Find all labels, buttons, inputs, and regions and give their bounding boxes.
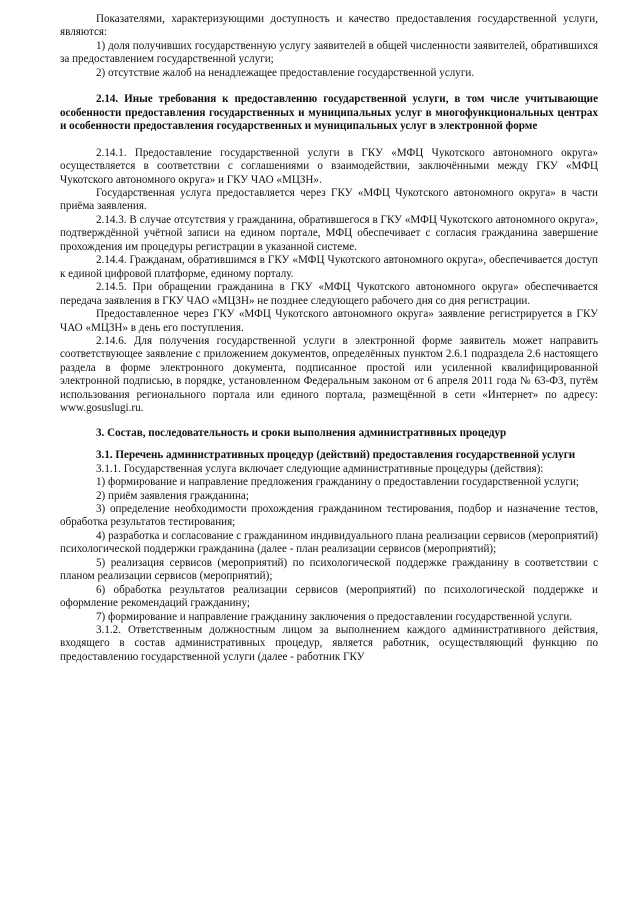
paragraph: 2.14.5. При обращении гражданина в ГКУ «МФЦ Чукотского автономного округа» обеспечивается передача заявления в ГКУ ЧАО «МЦЗН» не позднее следующего рабочего дня со дня регистрации. [60, 281, 598, 307]
section-heading: 2.14. Иные требования к предоставлению государственной услуги, в том числе учитывающие особенности предоставления государственных и муниципальных услуг в многофункциональных центрах и особенности предоставления государственных и муниципальных услуг в электронной форме [60, 93, 598, 133]
paragraph: 2.14.6. Для получения государственной услуги в электронной форме заявитель может направить соответствующее заявление с приложением документов, определённых пунктом 2.6.1 подраздела 2.6 настоящего раздела в форме электронного документа, подписанное простой или усиленной квалифицированной электронной подписью, в порядке, установленном Федеральным законом от 6 апреля 2011 года № 63-ФЗ, путём использования регионального портала или единого портала, размещённой в сети «Интернет» по адресу: www.gosuslugi.ru. [60, 334, 598, 415]
paragraph: 1) формирование и направление предложения гражданину о предоставлении государственной услуги; [96, 476, 579, 489]
paragraph: 2.14.1. Предоставление государственной услуги в ГКУ «МФЦ Чукотского автономного округа» осуществляется в соответствии с соглашениями о взаимодействии, заключёнными между ГКУ «МФЦ Чукотского автономного округа» и ГКУ ЧАО «МЦЗН». [60, 146, 598, 186]
paragraph: 4) разработка и согласование с гражданином индивидуального плана реализации сервисов (мероприятий) психологической поддержки гражданина (далее - план реализации сервисов (мероприятий); [60, 529, 598, 556]
section-heading: 3.1. Перечень административных процедур (действий) предоставления государственной услуги [96, 449, 576, 462]
paragraph: Государственная услуга предоставляется через ГКУ «МФЦ Чукотского автономного округа» в части приёма заявления. [60, 186, 598, 213]
paragraph: 2.14.4. Гражданам, обратившимся в ГКУ «МФЦ Чукотского автономного округа», обеспечивается доступ к единой цифровой платформе, единому порталу. [60, 254, 598, 280]
paragraph: 2.14.3. В случае отсутствия у гражданина, обратившегося в ГКУ «МФЦ Чукотского автономного округа», подтверждённой учётной записи на едином портале, МФЦ обеспечивает с согласия гражданина завершение прохождения им процедуры регистрации в указанной системе. [60, 213, 598, 253]
paragraph: Предоставленное через ГКУ «МФЦ Чукотского автономного округа» заявление регистрируется в ГКУ ЧАО «МЦЗН» в день его поступления. [60, 308, 598, 334]
paragraph: 7) формирование и направление гражданину заключения о предоставлении государственной услуги. [96, 610, 573, 623]
paragraph: 2) отсутствие жалоб на ненадлежащее предоставление государственной услуги. [96, 66, 475, 79]
paragraph: 3.1.1. Государственная услуга включает следующие административные процедуры (действия): [96, 462, 544, 475]
paragraph: 3) определение необходимости прохождения гражданином тестирования, подбор и назначение тестов, обработка результатов тестирования; [60, 502, 598, 529]
section-heading: 3. Состав, последовательность и сроки выполнения административных процедур [96, 426, 507, 439]
paragraph: 2) приём заявления гражданина; [96, 489, 249, 502]
paragraph: 1) доля получивших государственную услугу заявителей в общей численности заявителей, обратившихся за предоставлением государственной услуги; [60, 39, 598, 66]
paragraph: Показателями, характеризующими доступность и качество предоставления государственной услуги, являются: [60, 13, 598, 39]
paragraph: 6) обработка результатов реализации сервисов (мероприятий) по психологической поддержке и оформление рекомендаций гражданину; [60, 583, 598, 610]
paragraph: 3.1.2. Ответственным должностным лицом за выполнением каждого административного действия, входящего в состав административных процедур, является работник, осуществляющий функцию по предоставлению государственной услуги (далее - работник ГКУ [60, 624, 598, 663]
paragraph: 5) реализация сервисов (мероприятий) по психологической поддержке гражданину в соответствии с планом реализации сервисов (мероприятий); [60, 556, 598, 583]
